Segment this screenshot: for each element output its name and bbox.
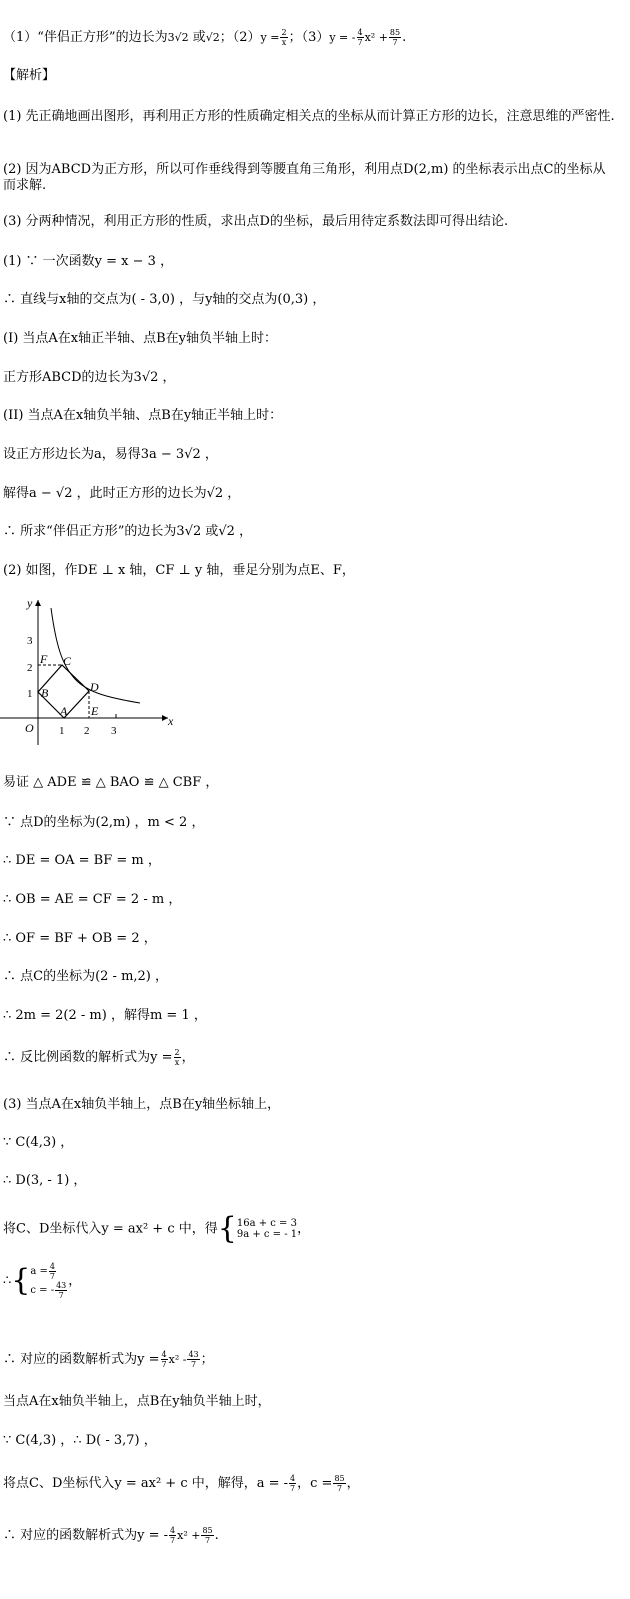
step-25: ∵ C(4,3) ，∴ D( - 3,7) ，: [3, 1433, 157, 1448]
step-23: [3, 1350, 214, 1369]
answer-part3-fraction-1: $\frac{4}{7}$: [357, 28, 363, 47]
step-27-end: .: [214, 1528, 219, 1543]
step-27-mid: x² +: [177, 1529, 201, 1542]
point-e-label: E: [91, 704, 99, 718]
answer-part2-left: y =: [260, 31, 280, 44]
answer-sep-1: ；（2）: [219, 30, 261, 45]
point-a-label: A: [60, 704, 68, 718]
answer-part1: （1）“伴侣正方形”的边长为: [3, 30, 168, 45]
step-26-fraction-1: $\frac{4}{7}$: [290, 1474, 296, 1493]
step-13: ∴ OB = AE = CF = 2 - m ，: [3, 892, 182, 907]
step-26-fraction-2: $\frac{85}{7}$: [334, 1474, 345, 1493]
step-23-text: ∴ 对应的函数解析式为y =: [3, 1352, 160, 1367]
analysis-1: (1) 先正确地画出图形，再利用正方形的性质确定相关点的坐标从而计算正方形的边长，注意思维的严密性.: [3, 109, 615, 124]
y-axis-label: y: [27, 596, 33, 610]
step-4: 正方形ABCD的边长为3√2 ，: [3, 370, 176, 385]
analysis-heading: 【解析】: [3, 68, 56, 83]
step-22-system: [30, 1262, 68, 1300]
point-c-label: C: [63, 654, 72, 668]
step-23-fraction-2: $\frac{43}{7}$: [188, 1350, 199, 1369]
step-17: [3, 1048, 195, 1067]
step-6: 设正方形边长为a，易得3a − 3√2 ，: [3, 447, 218, 462]
y-tick-1: 1: [27, 688, 33, 700]
step-17-text: ∴ 反比例函数的解析式为y =: [3, 1050, 173, 1065]
step-9: (2) 如图，作DE ⊥ x 轴，CF ⊥ y 轴，垂足分别为点E、F，: [3, 563, 355, 578]
step-7: 解得a − √2 ，此时正方形的边长为√2 ，: [3, 486, 241, 501]
step-17-end: ，: [181, 1050, 195, 1065]
step-19: ∵ C(4,3) ，: [3, 1135, 74, 1150]
step-15: ∴ 点C的坐标为(2 - m,2) ，: [3, 969, 169, 984]
answer-value-1: 3√2: [167, 31, 189, 44]
answer-part3-fraction-2: $\frac{85}{7}$: [389, 28, 401, 47]
step-21-end: ，: [297, 1221, 311, 1237]
step-18: (3) 当点A在x轴负半轴上，点B在y轴坐标轴上，: [3, 1097, 281, 1112]
step-26-text: 将点C、D坐标代入y = ax² + c 中，解得，a = -: [3, 1476, 289, 1491]
point-f-label: F: [40, 652, 48, 666]
step-22-c-row: c = - $\frac{43}{7}$: [30, 1281, 67, 1300]
step-12: ∴ DE = OA = BF = m ，: [3, 853, 161, 868]
coordinate-graph: [0, 595, 190, 745]
point-b-label: B: [41, 686, 49, 700]
step-22-a-row: a = $\frac{4}{7}$: [30, 1262, 55, 1281]
point-d-label: D: [90, 680, 99, 694]
step-17-fraction: $\frac{2}{x}$: [174, 1048, 180, 1067]
step-3: (I) 当点A在x轴正半轴、点B在y轴负半轴上时：: [3, 331, 278, 346]
step-22: ∴{ a = $\frac{4}{7}$ c = - $\frac{43}{7}$ ，: [3, 1262, 82, 1300]
x-tick-3: 3: [111, 725, 117, 737]
origin-label: O: [25, 721, 34, 735]
step-5: (II) 当点A在x轴负半轴、点B在y轴正半轴上时：: [3, 408, 283, 423]
step-23-fraction-1: $\frac{4}{7}$: [161, 1350, 167, 1369]
answer-line: [3, 28, 406, 47]
step-21: [3, 1211, 311, 1246]
step-27-text: ∴ 对应的函数解析式为y = -: [3, 1528, 169, 1543]
step-26-end: ，: [346, 1476, 360, 1491]
answer-value-2: √2: [205, 31, 220, 44]
answer-part3-left: y = -: [329, 31, 356, 44]
step-24: 当点A在x轴负半轴上，点B在y轴负半轴上时，: [3, 1394, 271, 1409]
step-26-mid: ，c =: [297, 1476, 333, 1491]
step-27: [3, 1526, 219, 1545]
step-21-brace: {: [217, 1211, 237, 1246]
step-27-fraction-1: $\frac{4}{7}$: [170, 1526, 176, 1545]
step-20: ∴ D(3, - 1) ，: [3, 1173, 87, 1188]
y-axis-arrow: [35, 600, 41, 606]
step-21-system: [237, 1218, 297, 1240]
step-26: [3, 1474, 360, 1493]
y-tick-3: 3: [27, 635, 33, 647]
answer-sep-2: ；（3）: [288, 30, 330, 45]
step-16: ∴ 2m = 2(2 - m) ，解得m = 1 ，: [3, 1008, 207, 1023]
x-tick-2: 2: [84, 725, 90, 737]
analysis-3: (3) 分两种情况，利用正方形的性质，求出点D的坐标，最后用待定系数法即可得出结论.: [3, 214, 509, 229]
step-22-brace: {: [11, 1263, 31, 1298]
step-22-end: ，: [68, 1273, 82, 1289]
x-tick-1: 1: [59, 725, 65, 737]
step-2: ∴ 直线与x轴的交点为( - 3,0) ，与y轴的交点为(0,3) ，: [3, 292, 326, 307]
answer-part3-mid: x² +: [364, 31, 388, 44]
step-10: 易证 △ ADE ≌ △ BAO ≌ △ CBF ，: [3, 775, 219, 790]
step-27-fraction-2: $\frac{85}{7}$: [202, 1526, 213, 1545]
step-21-eq1: 16a + c = 3: [236, 1218, 297, 1229]
step-8: ∴ 所求“伴侣正方形”的边长为3√2 或√2 ，: [3, 524, 253, 539]
answer-part3-end: .: [402, 30, 407, 45]
step-23-end: ；: [200, 1352, 214, 1367]
step-11: ∵ 点D的坐标为(2,m) ，m < 2 ，: [3, 815, 205, 830]
step-21-text: 将C、D坐标代入y = ax² + c 中，得: [3, 1221, 218, 1237]
x-axis-label: x: [168, 714, 174, 728]
y-tick-2: 2: [27, 662, 33, 674]
step-23-mid: x² -: [168, 1353, 187, 1366]
answer-or: 或: [188, 30, 206, 45]
step-1: (1) ∵ 一次函数y = x − 3 ，: [3, 254, 174, 269]
step-14: ∴ OF = BF + OB = 2 ，: [3, 931, 157, 946]
step-21-eq2: 9a + c = - 1: [236, 1229, 298, 1240]
analysis-2: (2) 因为ABCD为正方形，所以可作垂线得到等腰直角三角形，利用点D(2,m) 的坐标表示出点C的坐标从而求解.: [3, 162, 606, 193]
answer-part2-fraction: $\frac{2}{x}$: [281, 28, 287, 47]
